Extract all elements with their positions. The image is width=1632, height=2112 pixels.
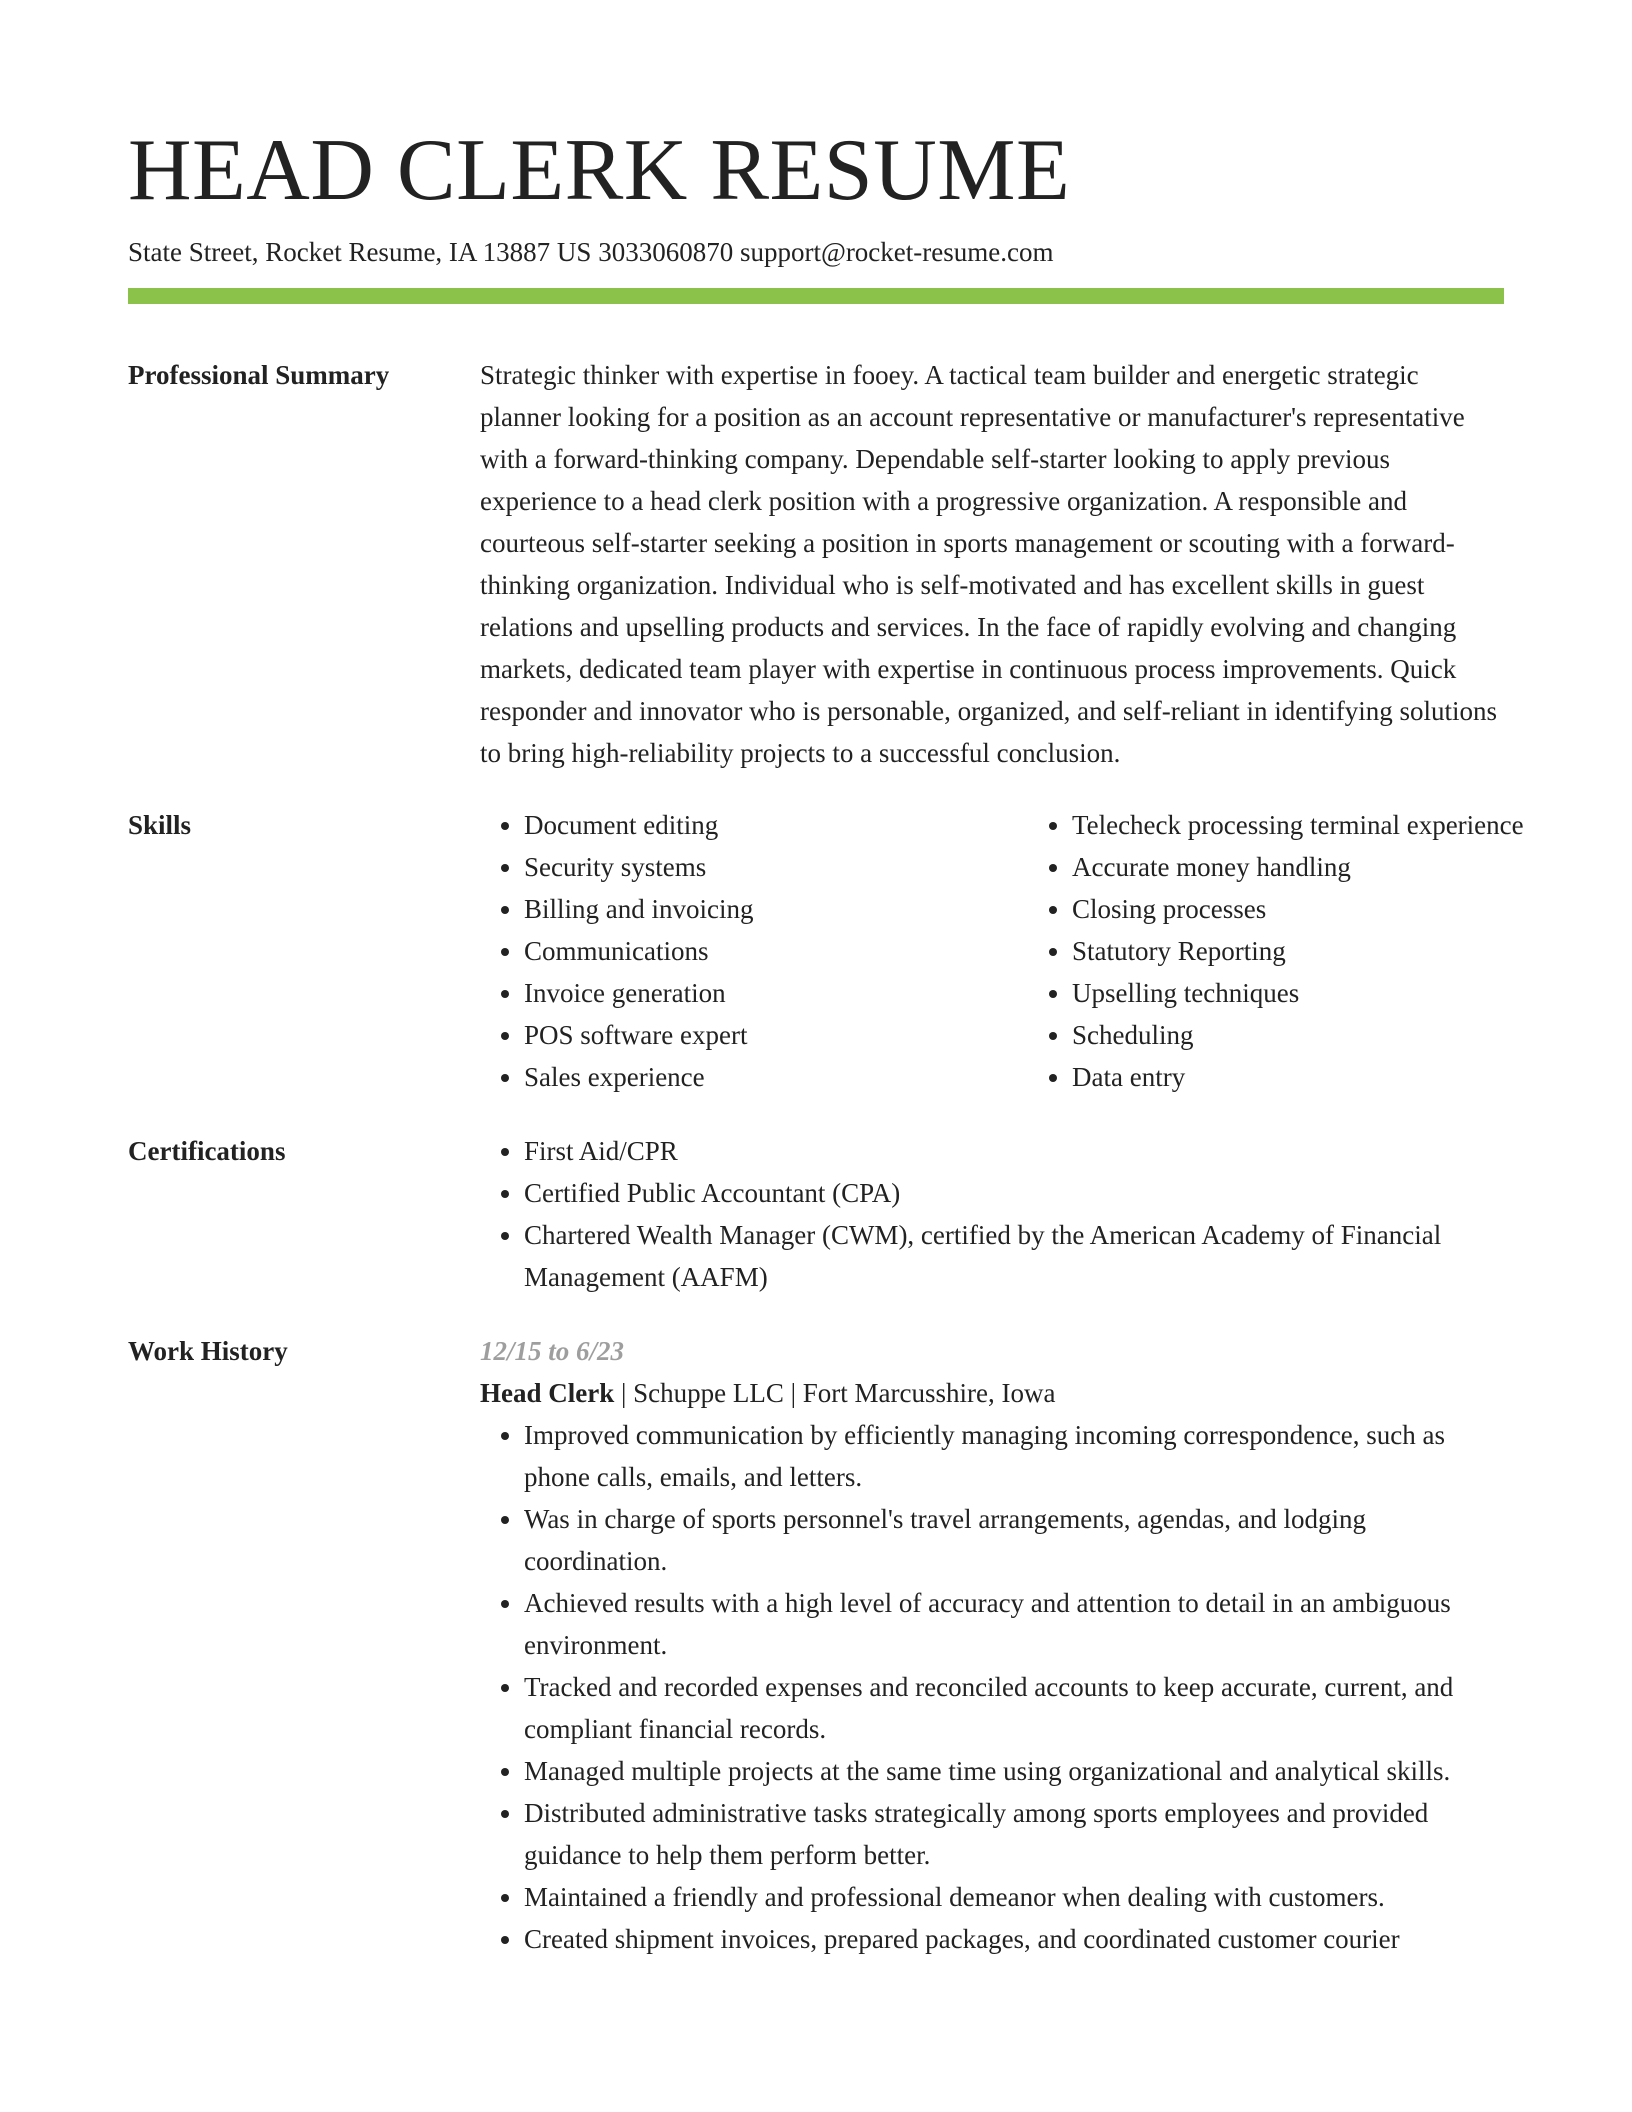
skill-item: • Communications <box>524 930 984 972</box>
resume-title: HEAD CLERK RESUME <box>128 122 1071 219</box>
summary-section <box>128 354 1504 774</box>
skill-item: • POS software expert <box>524 1014 984 1056</box>
certification-item: • Certified Public Accountant (CPA) <box>524 1172 1504 1214</box>
section-title-certifications: Certifications <box>128 1136 286 1166</box>
job-bullet: • Achieved results with a high level of accuracy and attention to detail in an ambiguous environment. <box>524 1582 1504 1666</box>
skill-item: • Document editing <box>524 804 984 846</box>
phone: 3033060870 <box>598 237 734 267</box>
certifications-section <box>128 1130 1504 1298</box>
job-bullet: • Maintained a friendly and professional demeanor when dealing with customers. <box>524 1876 1504 1918</box>
skills-list-left <box>480 804 984 1098</box>
email: support@rocket-resume.com <box>739 237 1054 267</box>
job-dates: 12/15 to 6/23 <box>480 1336 625 1366</box>
job-bullet: • Improved communication by efficiently managing incoming correspondence, such as phone calls, emails, and letters. <box>524 1414 1504 1498</box>
job-heading <box>480 1372 1504 1414</box>
skill-item: • Security systems <box>524 846 984 888</box>
skills-list-right <box>1028 804 1532 1098</box>
skill-item: • Invoice generation <box>524 972 984 1014</box>
summary-text: Strategic thinker with expertise in fooey. A tactical team builder and energetic strategic planner looking for a position as an account representative or manufacturer's representative with a forward-thinking company. Dependable self-starter looking to apply previous experience to a head clerk position with a progressive organization. A responsible and courteous self-starter seeking a position in sports management or scouting with a forward-thinking organization. Individual who is self-motivated and has excellent skills in guest relations and upselling products and services. In the face of rapidly evolving and changing markets, dedicated team player with expertise in continuous process improvements. Quick responder and innovator who is personable, organized, and self-reliant in identifying solutions to bring high-reliability projects to a successful conclusion. <box>480 360 1498 768</box>
work-history-section <box>128 1330 1504 1960</box>
job-company-location: | Schuppe LLC | Fort Marcusshire, Iowa <box>614 1378 1056 1408</box>
header-divider <box>128 288 1504 304</box>
contact-line <box>128 234 1504 270</box>
resume-page <box>128 118 1524 1960</box>
address: State Street, Rocket Resume, IA 13887 US <box>128 237 592 267</box>
job-role: Head Clerk <box>480 1378 615 1408</box>
skill-item: • Billing and invoicing <box>524 888 984 930</box>
certifications-list <box>480 1130 1504 1298</box>
section-title-skills: Skills <box>128 810 192 840</box>
skill-item: • Accurate money handling <box>1072 846 1532 888</box>
skill-item: • Telecheck processing terminal experience <box>1072 804 1532 846</box>
job-bullet: • Created shipment invoices, prepared packages, and coordinated customer courier <box>524 1918 1504 1960</box>
certification-item: • Chartered Wealth Manager (CWM), certified by the American Academy of Financial Management (AAFM) <box>524 1214 1504 1298</box>
section-title-summary: Professional Summary <box>128 360 390 390</box>
skill-item: • Upselling techniques <box>1072 972 1532 1014</box>
skill-item: • Closing processes <box>1072 888 1532 930</box>
job-bullet: • Was in charge of sports personnel's travel arrangements, agendas, and lodging coordination. <box>524 1498 1504 1582</box>
skill-item: • Sales experience <box>524 1056 984 1098</box>
job-bullet: • Distributed administrative tasks strategically among sports employees and provided guidance to help them perform better. <box>524 1792 1504 1876</box>
skills-section <box>128 804 1524 1098</box>
skill-item: • Scheduling <box>1072 1014 1532 1056</box>
skill-item: • Statutory Reporting <box>1072 930 1532 972</box>
certification-item: • First Aid/CPR <box>524 1130 1504 1172</box>
skill-item: • Data entry <box>1072 1056 1532 1098</box>
job-bullet: • Tracked and recorded expenses and reconciled accounts to keep accurate, current, and compliant financial records. <box>524 1666 1504 1750</box>
section-title-work-history: Work History <box>128 1336 288 1366</box>
job-bullets <box>480 1414 1504 1960</box>
job-bullet: • Managed multiple projects at the same time using organizational and analytical skills. <box>524 1750 1504 1792</box>
